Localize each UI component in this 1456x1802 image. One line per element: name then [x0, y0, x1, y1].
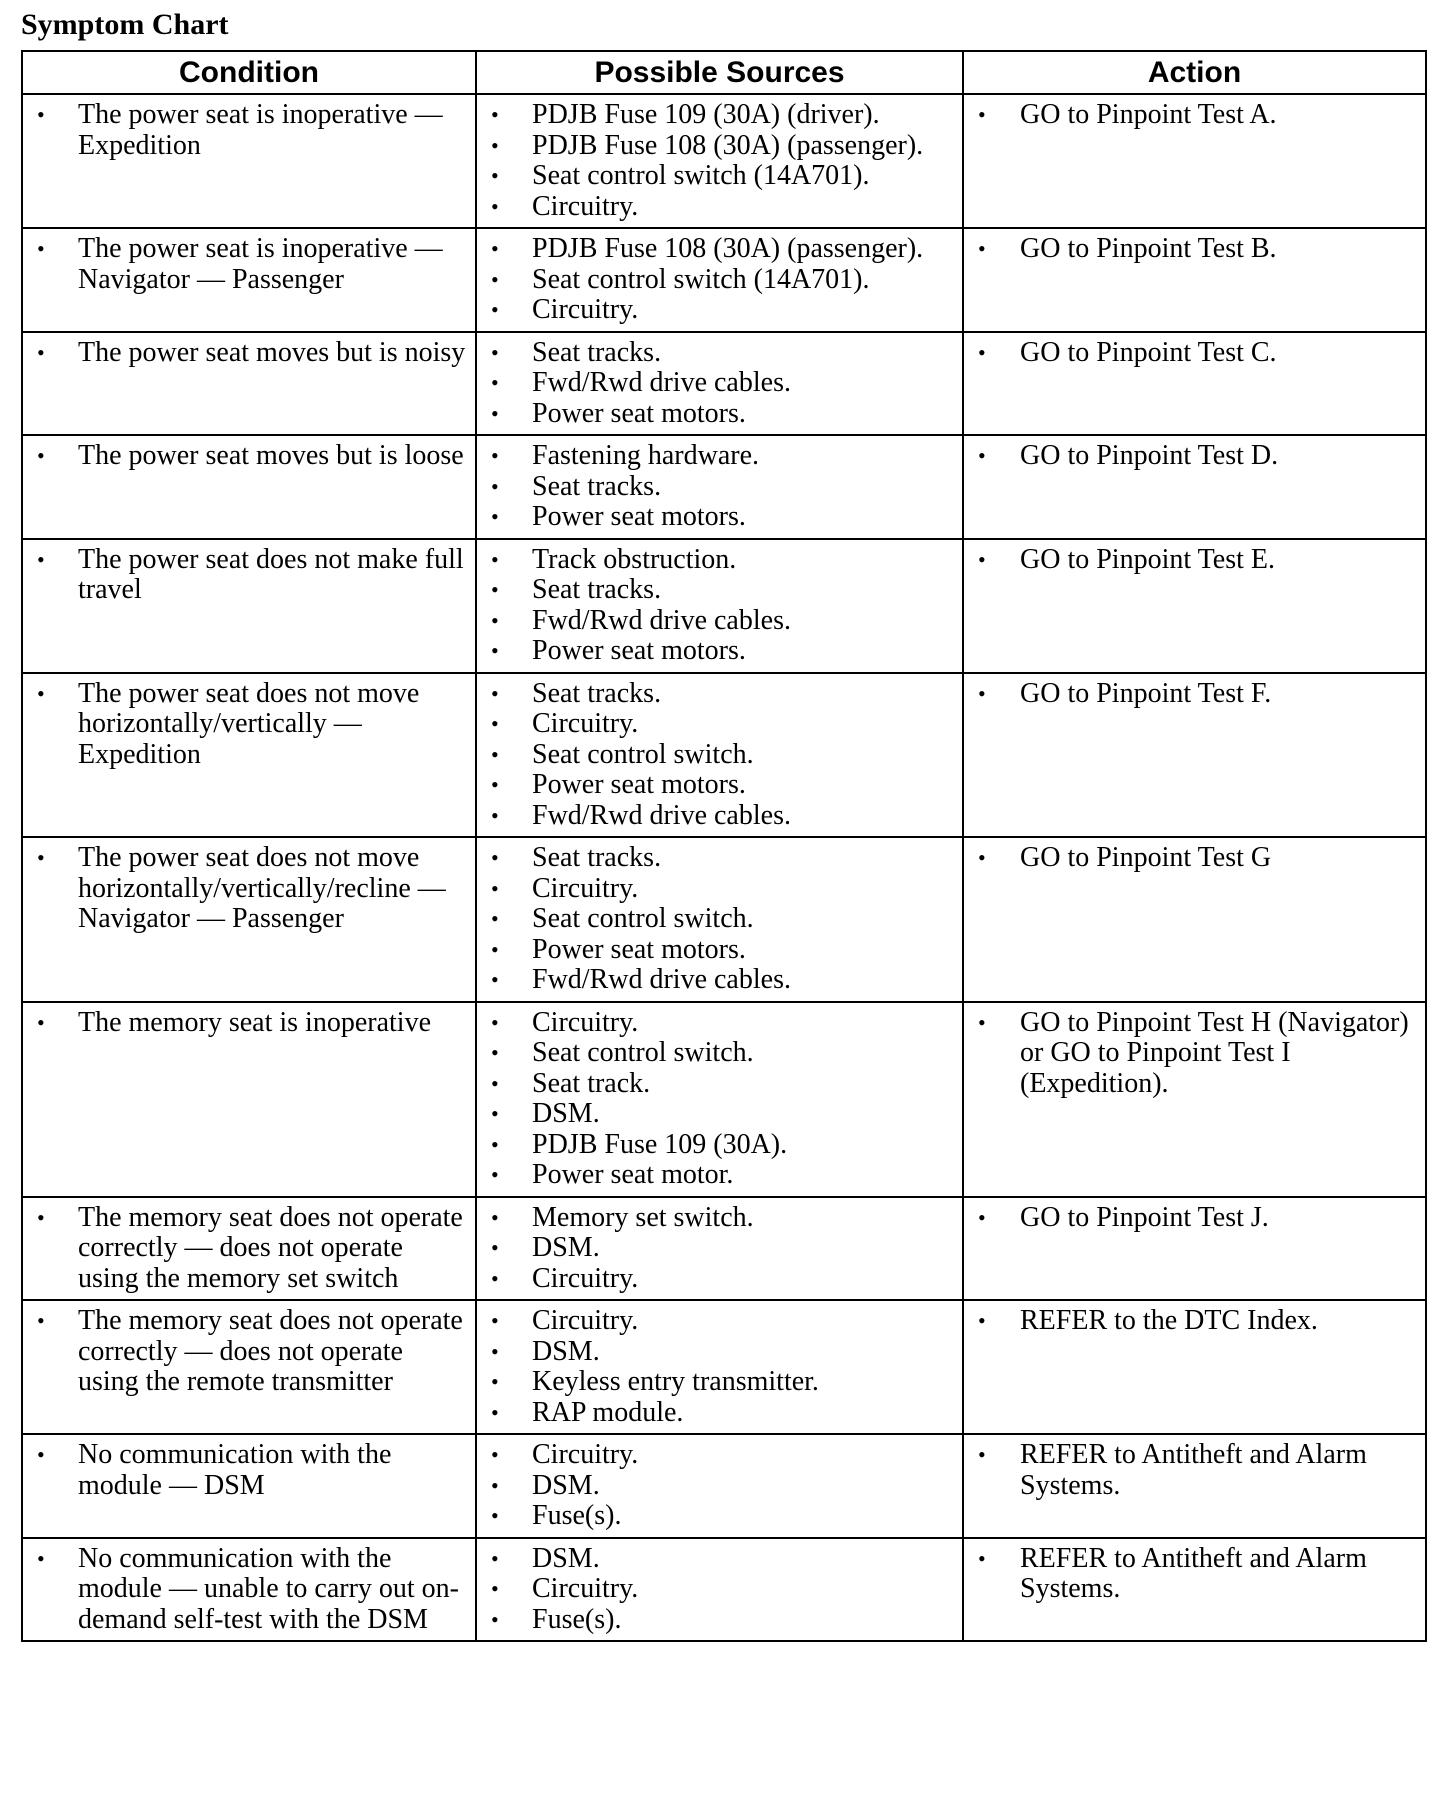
source-item: • PDJB Fuse 109 (30A) (driver). — [477, 100, 956, 131]
source-item: • Power seat motor. — [477, 1160, 956, 1191]
action-list — [964, 838, 1425, 879]
sources-list — [477, 674, 962, 837]
condition-cell — [22, 539, 476, 673]
condition-text: • The power seat moves but is noisy — [23, 338, 469, 369]
condition-cell — [22, 1002, 476, 1197]
condition-cell — [22, 1538, 476, 1642]
action-text: • REFER to Antitheft and Alarm Systems. — [964, 1544, 1419, 1605]
source-item: • Seat tracks. — [477, 575, 956, 606]
condition-cell — [22, 332, 476, 436]
source-item: • Seat track. — [477, 1069, 956, 1100]
sources-cell — [476, 1538, 963, 1642]
condition-list — [23, 333, 475, 374]
source-item: • Fuse(s). — [477, 1605, 956, 1636]
condition-list — [23, 1198, 475, 1300]
source-item: • PDJB Fuse 108 (30A) (passenger). — [477, 131, 956, 162]
sources-cell — [476, 435, 963, 539]
action-text: • GO to Pinpoint Test A. — [964, 100, 1419, 131]
condition-text: • The memory seat does not operate correctly — does not operate using the memory set switch — [23, 1203, 469, 1295]
sources-list — [477, 1003, 962, 1196]
condition-list — [23, 1003, 475, 1044]
source-item: • PDJB Fuse 108 (30A) (passenger). — [477, 234, 956, 265]
source-item: • Circuitry. — [477, 1574, 956, 1605]
table-row — [22, 539, 1426, 673]
source-item: • Seat control switch. — [477, 1038, 956, 1069]
source-item: • Circuitry. — [477, 709, 956, 740]
action-cell — [963, 435, 1426, 539]
condition-text: • The power seat is inoperative — Expedition — [23, 100, 469, 161]
header-row — [22, 51, 1426, 94]
source-item: • Seat tracks. — [477, 472, 956, 503]
condition-text: • No communication with the module — unable to carry out on-demand self-test with the DSM — [23, 1544, 469, 1636]
source-item: • Fwd/Rwd drive cables. — [477, 965, 956, 996]
action-text: • GO to Pinpoint Test H (Navigator) or GO to Pinpoint Test I (Expedition). — [964, 1008, 1419, 1100]
source-item: • Seat tracks. — [477, 679, 956, 710]
source-item: • Power seat motors. — [477, 502, 956, 533]
table-row — [22, 1300, 1426, 1434]
source-item: • Seat control switch (14A701). — [477, 161, 956, 192]
action-cell — [963, 228, 1426, 332]
table-row — [22, 94, 1426, 228]
header-action: Action — [963, 51, 1426, 94]
source-item: • Circuitry. — [477, 192, 956, 223]
condition-text: • The power seat does not make full travel — [23, 545, 469, 606]
source-item: • Fwd/Rwd drive cables. — [477, 801, 956, 832]
condition-text: • No communication with the module — DSM — [23, 1440, 469, 1501]
source-item: • Fastening hardware. — [477, 441, 956, 472]
condition-list — [23, 838, 475, 940]
sources-list — [477, 540, 962, 672]
source-item: • Seat control switch. — [477, 740, 956, 771]
source-item: • Track obstruction. — [477, 545, 956, 576]
table-row — [22, 435, 1426, 539]
source-item: • Fuse(s). — [477, 1501, 956, 1532]
source-item: • Circuitry. — [477, 1008, 956, 1039]
source-item: • RAP module. — [477, 1398, 956, 1429]
action-cell — [963, 332, 1426, 436]
condition-text: • The power seat moves but is loose — [23, 441, 469, 472]
source-item: • PDJB Fuse 109 (30A). — [477, 1130, 956, 1161]
action-list — [964, 1539, 1425, 1610]
condition-text: • The memory seat is inoperative — [23, 1008, 469, 1039]
sources-list — [477, 229, 962, 331]
condition-cell — [22, 1434, 476, 1538]
source-item: • Seat control switch. — [477, 904, 956, 935]
sources-cell — [476, 1002, 963, 1197]
condition-list — [23, 1435, 475, 1506]
sources-list — [477, 1539, 962, 1641]
action-list — [964, 1003, 1425, 1105]
condition-list — [23, 540, 475, 611]
sources-list — [477, 1301, 962, 1433]
sources-cell — [476, 837, 963, 1002]
table-row — [22, 1197, 1426, 1301]
source-item: • DSM. — [477, 1099, 956, 1130]
action-text: • GO to Pinpoint Test D. — [964, 441, 1419, 472]
source-item: • Circuitry. — [477, 1306, 956, 1337]
action-list — [964, 1435, 1425, 1506]
action-text: • GO to Pinpoint Test B. — [964, 234, 1419, 265]
action-list — [964, 95, 1425, 136]
condition-list — [23, 1539, 475, 1641]
action-list — [964, 1301, 1425, 1342]
condition-list — [23, 1301, 475, 1403]
sources-cell — [476, 673, 963, 838]
condition-text: • The memory seat does not operate correctly — does not operate using the remote transmitter — [23, 1306, 469, 1398]
table-row — [22, 1434, 1426, 1538]
source-item: • Circuitry. — [477, 1440, 956, 1471]
action-cell — [963, 1434, 1426, 1538]
action-cell — [963, 837, 1426, 1002]
action-list — [964, 436, 1425, 477]
action-list — [964, 229, 1425, 270]
action-cell — [963, 1300, 1426, 1434]
source-item: • Circuitry. — [477, 295, 956, 326]
source-item: • DSM. — [477, 1337, 956, 1368]
condition-cell — [22, 673, 476, 838]
symptom-table — [21, 50, 1427, 1642]
action-list — [964, 674, 1425, 715]
header-condition: Condition — [22, 51, 476, 94]
source-item: • Seat tracks. — [477, 338, 956, 369]
table-row — [22, 837, 1426, 1002]
action-text: • GO to Pinpoint Test E. — [964, 545, 1419, 576]
action-text: • REFER to the DTC Index. — [964, 1306, 1419, 1337]
condition-list — [23, 674, 475, 776]
source-item: • Fwd/Rwd drive cables. — [477, 606, 956, 637]
sources-cell — [476, 539, 963, 673]
source-item: • Seat tracks. — [477, 843, 956, 874]
condition-list — [23, 229, 475, 300]
condition-cell — [22, 1197, 476, 1301]
source-item: • DSM. — [477, 1233, 956, 1264]
action-text: • GO to Pinpoint Test C. — [964, 338, 1419, 369]
condition-text: • The power seat does not move horizontally/vertically/recline — Navigator — Passenger — [23, 843, 469, 935]
sources-list — [477, 1198, 962, 1300]
action-cell — [963, 94, 1426, 228]
sources-cell — [476, 1434, 963, 1538]
source-item: • Power seat motors. — [477, 636, 956, 667]
sources-cell — [476, 1300, 963, 1434]
action-list — [964, 540, 1425, 581]
action-text: • GO to Pinpoint Test F. — [964, 679, 1419, 710]
sources-cell — [476, 94, 963, 228]
sources-list — [477, 838, 962, 1001]
condition-text: • The power seat is inoperative — Navigator — Passenger — [23, 234, 469, 295]
condition-cell — [22, 94, 476, 228]
condition-text: • The power seat does not move horizontally/vertically — Expedition — [23, 679, 469, 771]
source-item: • Seat control switch (14A701). — [477, 265, 956, 296]
source-item: • Power seat motors. — [477, 935, 956, 966]
condition-cell — [22, 837, 476, 1002]
action-cell — [963, 1538, 1426, 1642]
condition-cell — [22, 1300, 476, 1434]
action-list — [964, 333, 1425, 374]
condition-cell — [22, 228, 476, 332]
action-cell — [963, 673, 1426, 838]
source-item: • Circuitry. — [477, 1264, 956, 1295]
table-row — [22, 673, 1426, 838]
condition-cell — [22, 435, 476, 539]
table-row — [22, 1002, 1426, 1197]
table-body — [22, 94, 1426, 1641]
source-item: • Circuitry. — [477, 874, 956, 905]
table-row — [22, 332, 1426, 436]
source-item: • Keyless entry transmitter. — [477, 1367, 956, 1398]
action-text: • GO to Pinpoint Test G — [964, 843, 1419, 874]
header-possible-sources: Possible Sources — [476, 51, 963, 94]
source-item: • Memory set switch. — [477, 1203, 956, 1234]
condition-list — [23, 95, 475, 166]
source-item: • Power seat motors. — [477, 399, 956, 430]
sources-list — [477, 95, 962, 227]
sources-cell — [476, 332, 963, 436]
page-title: Symptom Chart — [21, 8, 229, 41]
sources-list — [477, 333, 962, 435]
sources-cell — [476, 1197, 963, 1301]
sources-list — [477, 436, 962, 538]
source-item: • Fwd/Rwd drive cables. — [477, 368, 956, 399]
action-cell — [963, 1197, 1426, 1301]
sources-cell — [476, 228, 963, 332]
action-cell — [963, 539, 1426, 673]
source-item: • DSM. — [477, 1544, 956, 1575]
action-text: • REFER to Antitheft and Alarm Systems. — [964, 1440, 1419, 1501]
sources-list — [477, 1435, 962, 1537]
source-item: • Power seat motors. — [477, 770, 956, 801]
source-item: • DSM. — [477, 1471, 956, 1502]
table-row — [22, 228, 1426, 332]
action-list — [964, 1198, 1425, 1239]
table-row — [22, 1538, 1426, 1642]
condition-list — [23, 436, 475, 477]
action-text: • GO to Pinpoint Test J. — [964, 1203, 1419, 1234]
action-cell — [963, 1002, 1426, 1197]
